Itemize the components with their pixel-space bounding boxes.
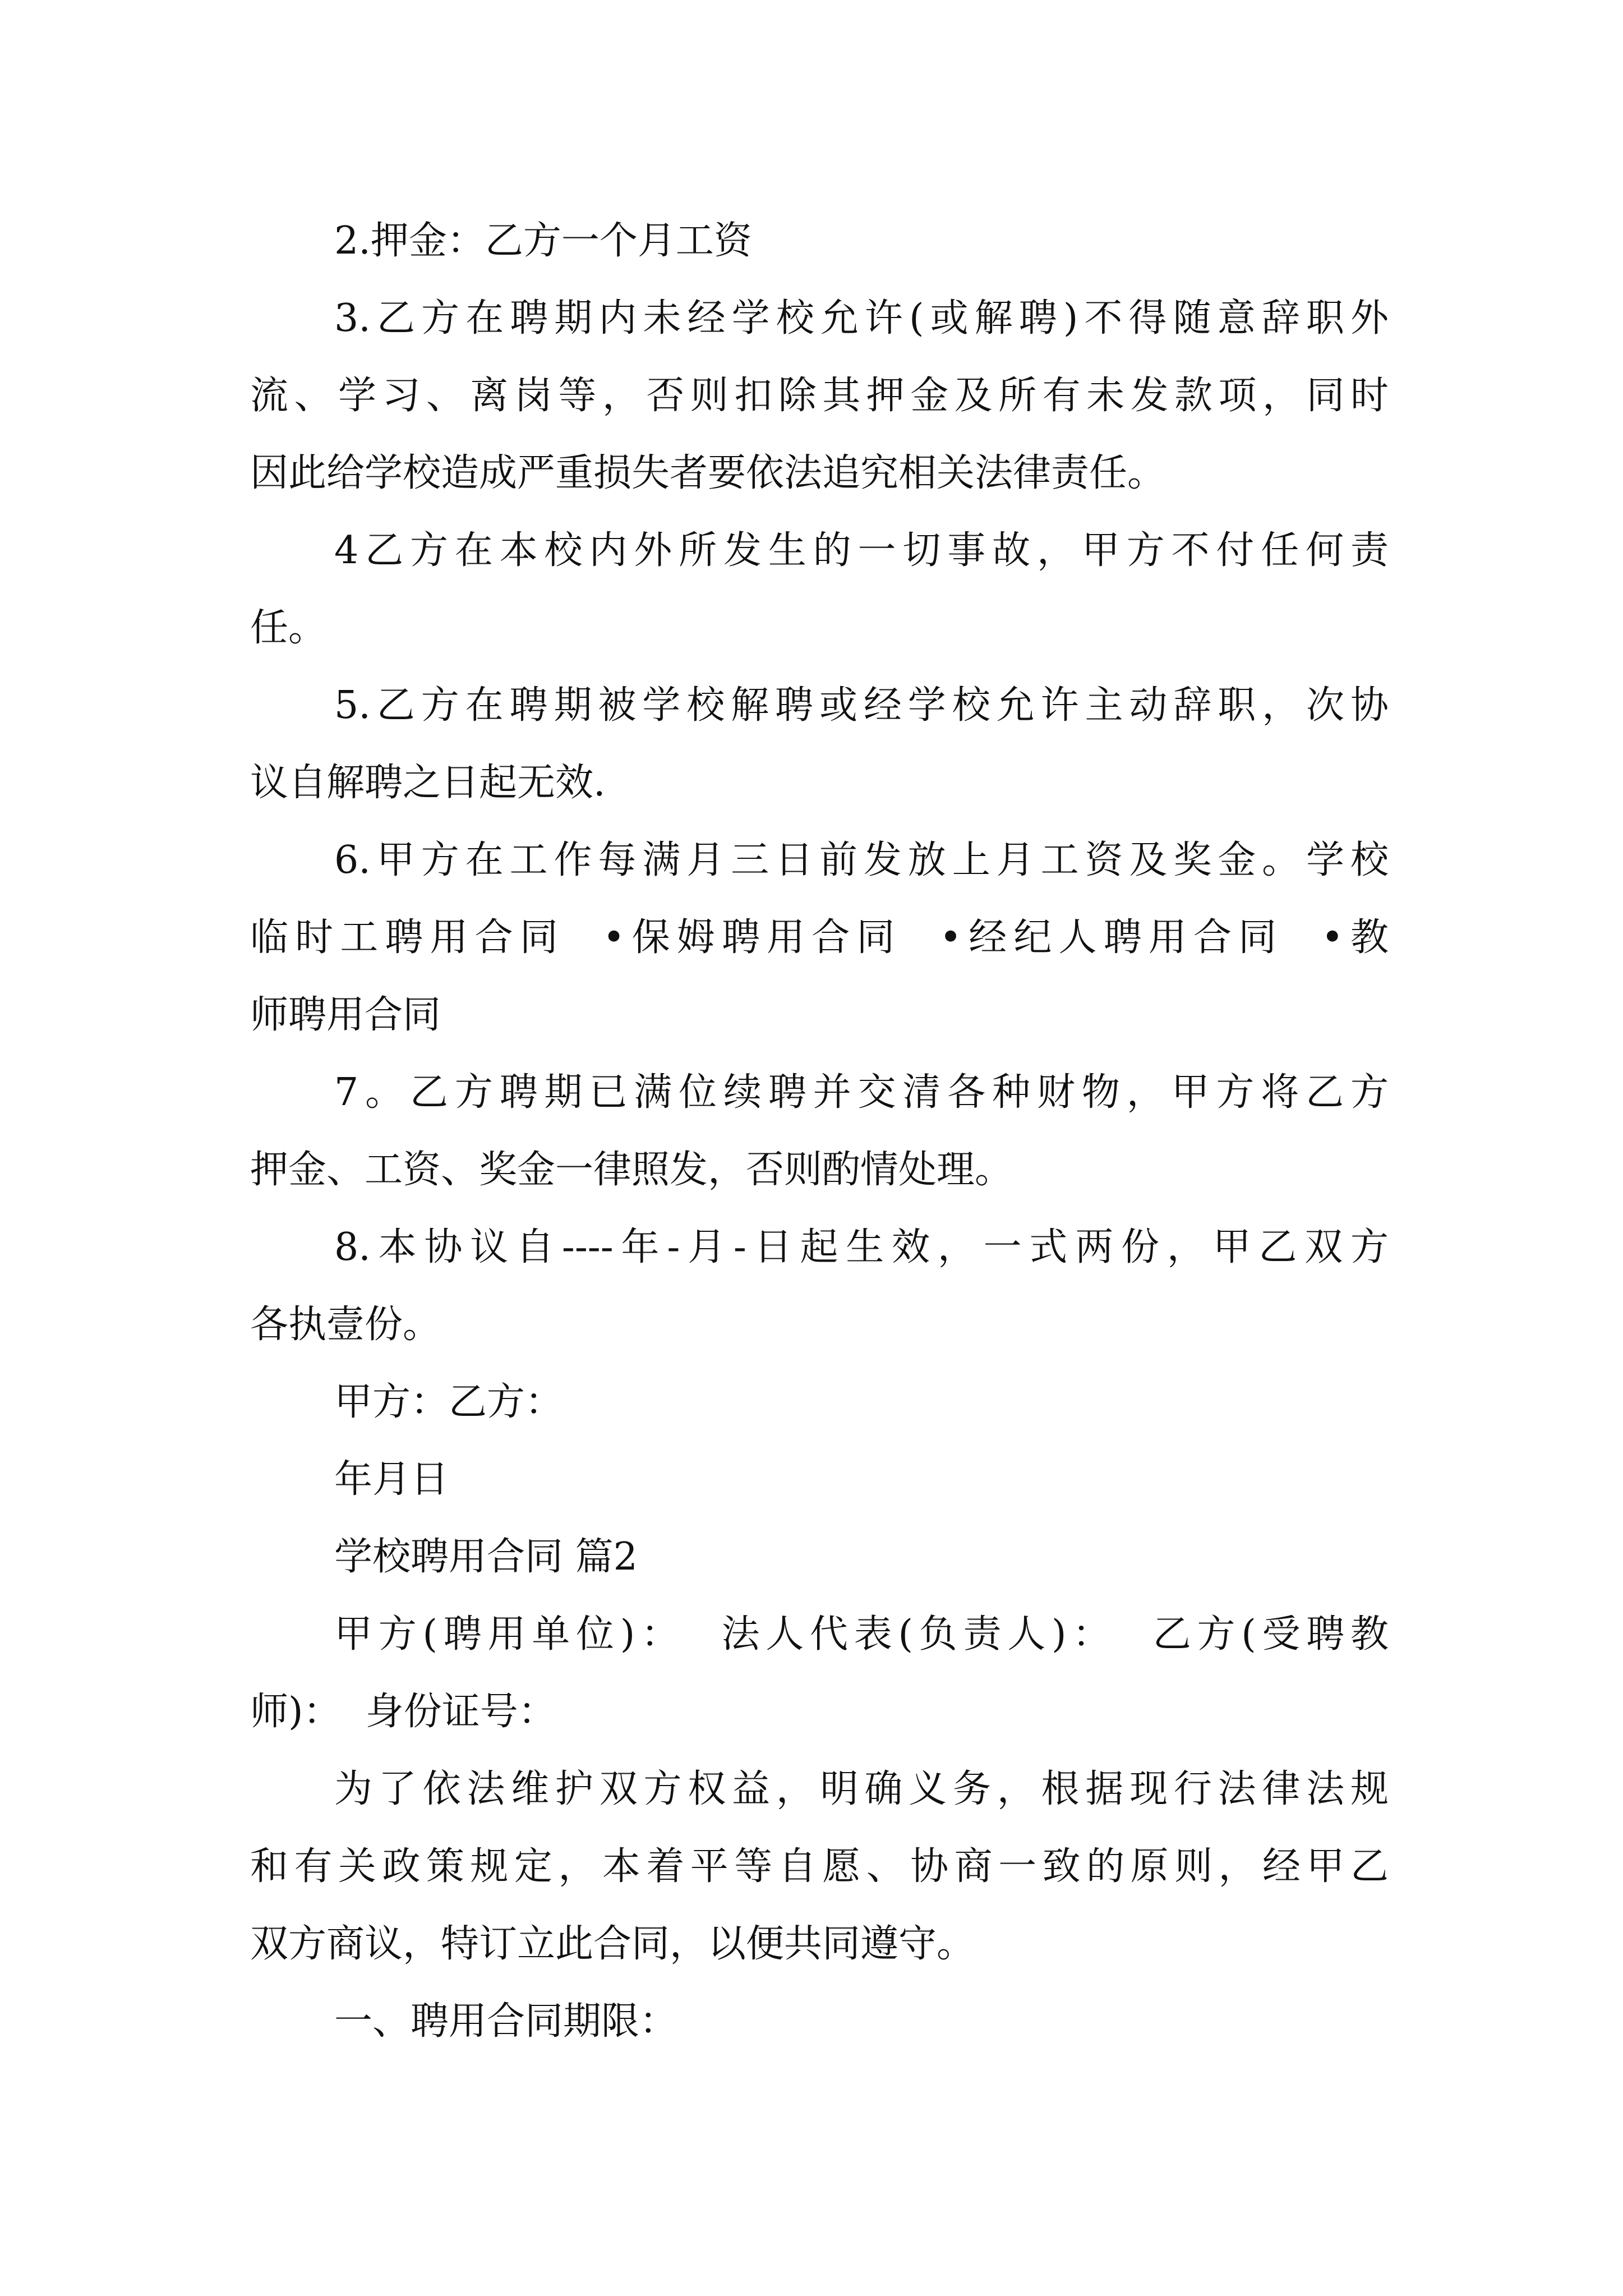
text-line: 5.乙方在聘期被学校解聘或经学校允许主动辞职，次协: [334, 683, 1389, 728]
text-line: 议自解聘之日起无效.: [250, 761, 606, 805]
text-line: 和有关政策规定，本着平等自愿、协商一致的原则，经甲乙: [250, 1844, 1389, 1889]
text-line: 甲方：乙方：: [334, 1380, 564, 1424]
text-line: 师)： 身份证号：: [250, 1690, 556, 1734]
text-line: 3.乙方在聘期内未经学校允许(或解聘)不得随意辞职外: [334, 296, 1389, 341]
text-line: 2.押金：乙方一个月工资: [334, 219, 752, 263]
text-line: 临时工聘用合同 •保姆聘用合同 •经纪人聘用合同 •教: [250, 915, 1389, 960]
section-heading: 学校聘用合同 篇2: [334, 1535, 638, 1579]
text-line: 7。乙方聘期已满位续聘并交清各种财物，甲方将乙方: [334, 1070, 1389, 1115]
text-line: 8.本协议自----年-月-日起生效，一式两份，甲乙双方: [334, 1225, 1389, 1269]
text-line: 一、聘用合同期限：: [334, 1999, 678, 2044]
text-line: 年月日: [334, 1457, 449, 1502]
text-line: 各执壹份。: [250, 1303, 441, 1347]
text-line: 任。: [250, 606, 327, 650]
text-line: 双方商议，特订立此合同，以便共同遵守。: [250, 1922, 975, 1966]
text-line: 押金、工资、奖金一律照发，否则酌情处理。: [250, 1148, 1013, 1192]
text-line: 4乙方在本校内外所发生的一切事故，甲方不付任何责: [334, 528, 1389, 573]
text-line: 6.甲方在工作每满月三日前发放上月工资及奖金。学校: [334, 838, 1389, 882]
text-line: 流、学习、离岗等，否则扣除其押金及所有未发款项，同时: [250, 374, 1389, 418]
text-line: 师聘用合同: [250, 993, 441, 1037]
text-line: 因此给学校造成严重损失者要依法追究相关法律责任。: [250, 451, 1166, 495]
text-line: 为了依法维护双方权益，明确义务，根据现行法律法规: [334, 1767, 1389, 1811]
text-line: 甲方(聘用单位)： 法人代表(负责人)： 乙方(受聘教: [334, 1612, 1389, 1657]
